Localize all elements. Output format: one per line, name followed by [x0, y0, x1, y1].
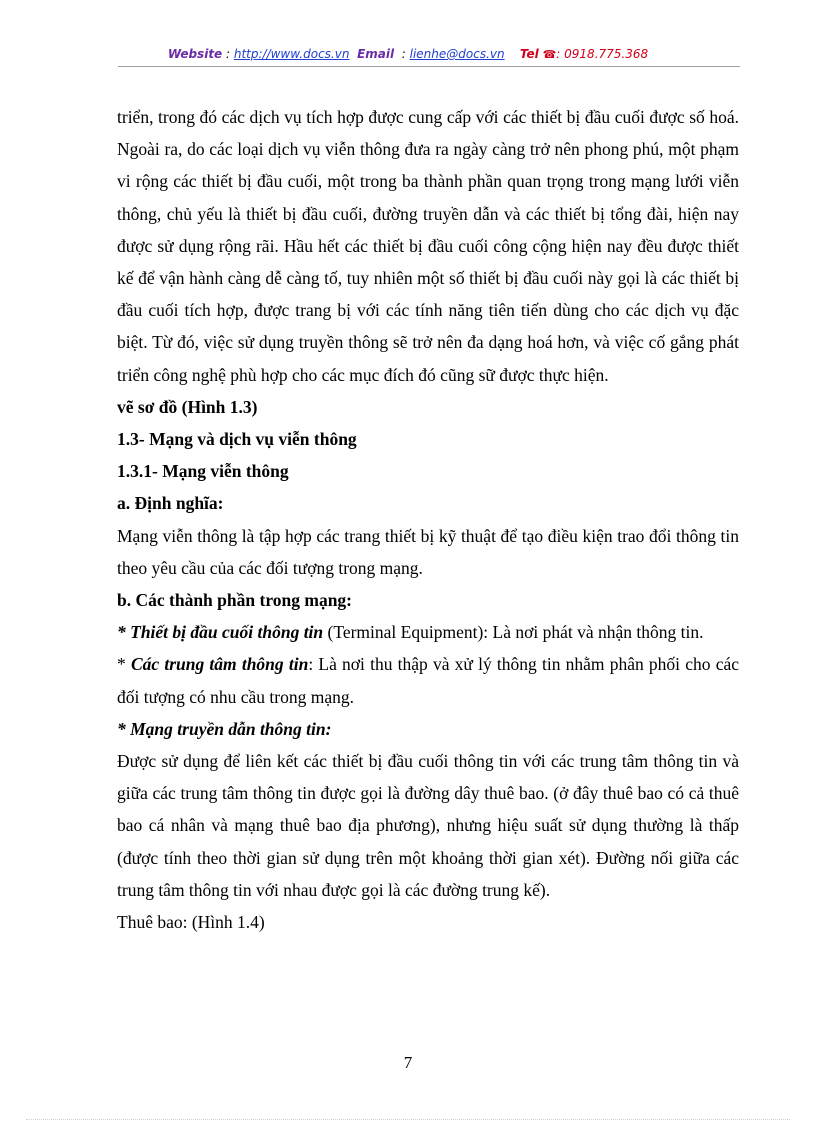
paragraph-intro: triển, trong đó các dịch vụ tích hợp được cung cấp với các thiết bị đầu cuối được số hoá. Ngoài ra, do các loại dịch vụ viễn thông đưa ra ngày càng trở nên phong phú, một phạm vi rộng các thiết bị đầu cuối, một trong ba thành phần quan trọng trong mạng lưới viễn thông, chủ yếu là thiết bị đầu cuối, đường truyền dẫn và các thiết bị tổng đài, hiện nay được sử dụng rộng rãi. Hầu hết các thiết bị đầu cuối công cộng hiện nay đều được thiết kế để vận hành càng dễ càng tố, tuy nhiên một số thiết bị đầu cuối này gọi là các thiết bị đầu cuối tích hợp, được trang bị với các tính năng tiên tiến dùng cho các dịch vụ đặc biệt. Từ đó, việc sử dụng truyền thông sẽ trở nên đa dạng hoá hơn, và việc cố gắng phát triển công nghệ phù hợp cho các mục đích đó cũng sữ được thực hiện.	[117, 107, 739, 385]
email-link[interactable]: lienhe@docs.vn	[409, 47, 505, 61]
heading-definition: a. Định nghĩa:	[117, 493, 224, 514]
tel-label: Tel	[519, 47, 539, 61]
list-item-transmission-network: * Mạng truyền dẫn thông tin:	[117, 718, 332, 739]
item-text: (Terminal Equipment): Là nơi phát và nhận thông tin.	[323, 622, 704, 643]
footer-divider	[26, 1119, 790, 1120]
website-label: Website	[167, 47, 223, 61]
heading-1-3: 1.3- Mạng và dịch vụ viễn thông	[117, 429, 357, 450]
header-divider	[118, 66, 740, 67]
tel-number: : 0918.775.368	[556, 47, 649, 61]
figure-note-1-4: Thuê bao: (Hình 1.4)	[117, 912, 265, 933]
item-title: * Thiết bị đầu cuối thông tin	[117, 622, 324, 643]
heading-1-3-1: 1.3.1- Mạng viễn thông	[117, 461, 289, 482]
website-link[interactable]: http://www.docs.vn	[233, 47, 350, 61]
heading-components: b. Các thành phần trong mạng:	[117, 590, 353, 611]
paragraph-definition: Mạng viễn thông là tập hợp các trang thiết bị kỹ thuật để tạo điều kiện trao đổi thông tin theo yêu cầu của các đối tượng trong mạng.	[117, 525, 739, 578]
page-number: 7	[403, 1053, 413, 1072]
item-text: : Là nơi thu thập và xử lý thông tin nhằm phân phối cho các đối tượng có nhu cầu trong mạng.	[117, 654, 740, 707]
paragraph-transmission: Được sử dụng để liên kết các thiết bị đầu cuối thông tin với các trung tâm thông tin và giữa các trung tâm thông tin được gọi là đường dây thuê bao. (ở đây thuê bao có cả thuê bao cá nhân và mạng thuê bao địa phương), nhưng hiệu suất sử dụng thường là thấp (được tính theo thời gian sử dụng trên một khoảng thời gian xét). Đường nối giữa các trung tâm thông tin với nhau được gọi là các đường trung kế).	[117, 751, 739, 900]
figure-note-1-3: vẽ sơ đồ (Hình 1.3)	[117, 396, 258, 417]
item-title: Các trung tâm thông tin	[130, 654, 309, 675]
list-item-information-centers	[117, 648, 739, 712]
item-bullet: *	[117, 654, 131, 675]
list-item-terminal-equipment	[117, 616, 739, 648]
page-header: Website : http://www.docs.vn Email : lienhe@docs.vn Tel ☎: 0918.775.368	[167, 47, 649, 61]
phone-icon: ☎	[542, 48, 557, 61]
email-label: Email	[357, 47, 395, 61]
document-body	[117, 101, 739, 938]
